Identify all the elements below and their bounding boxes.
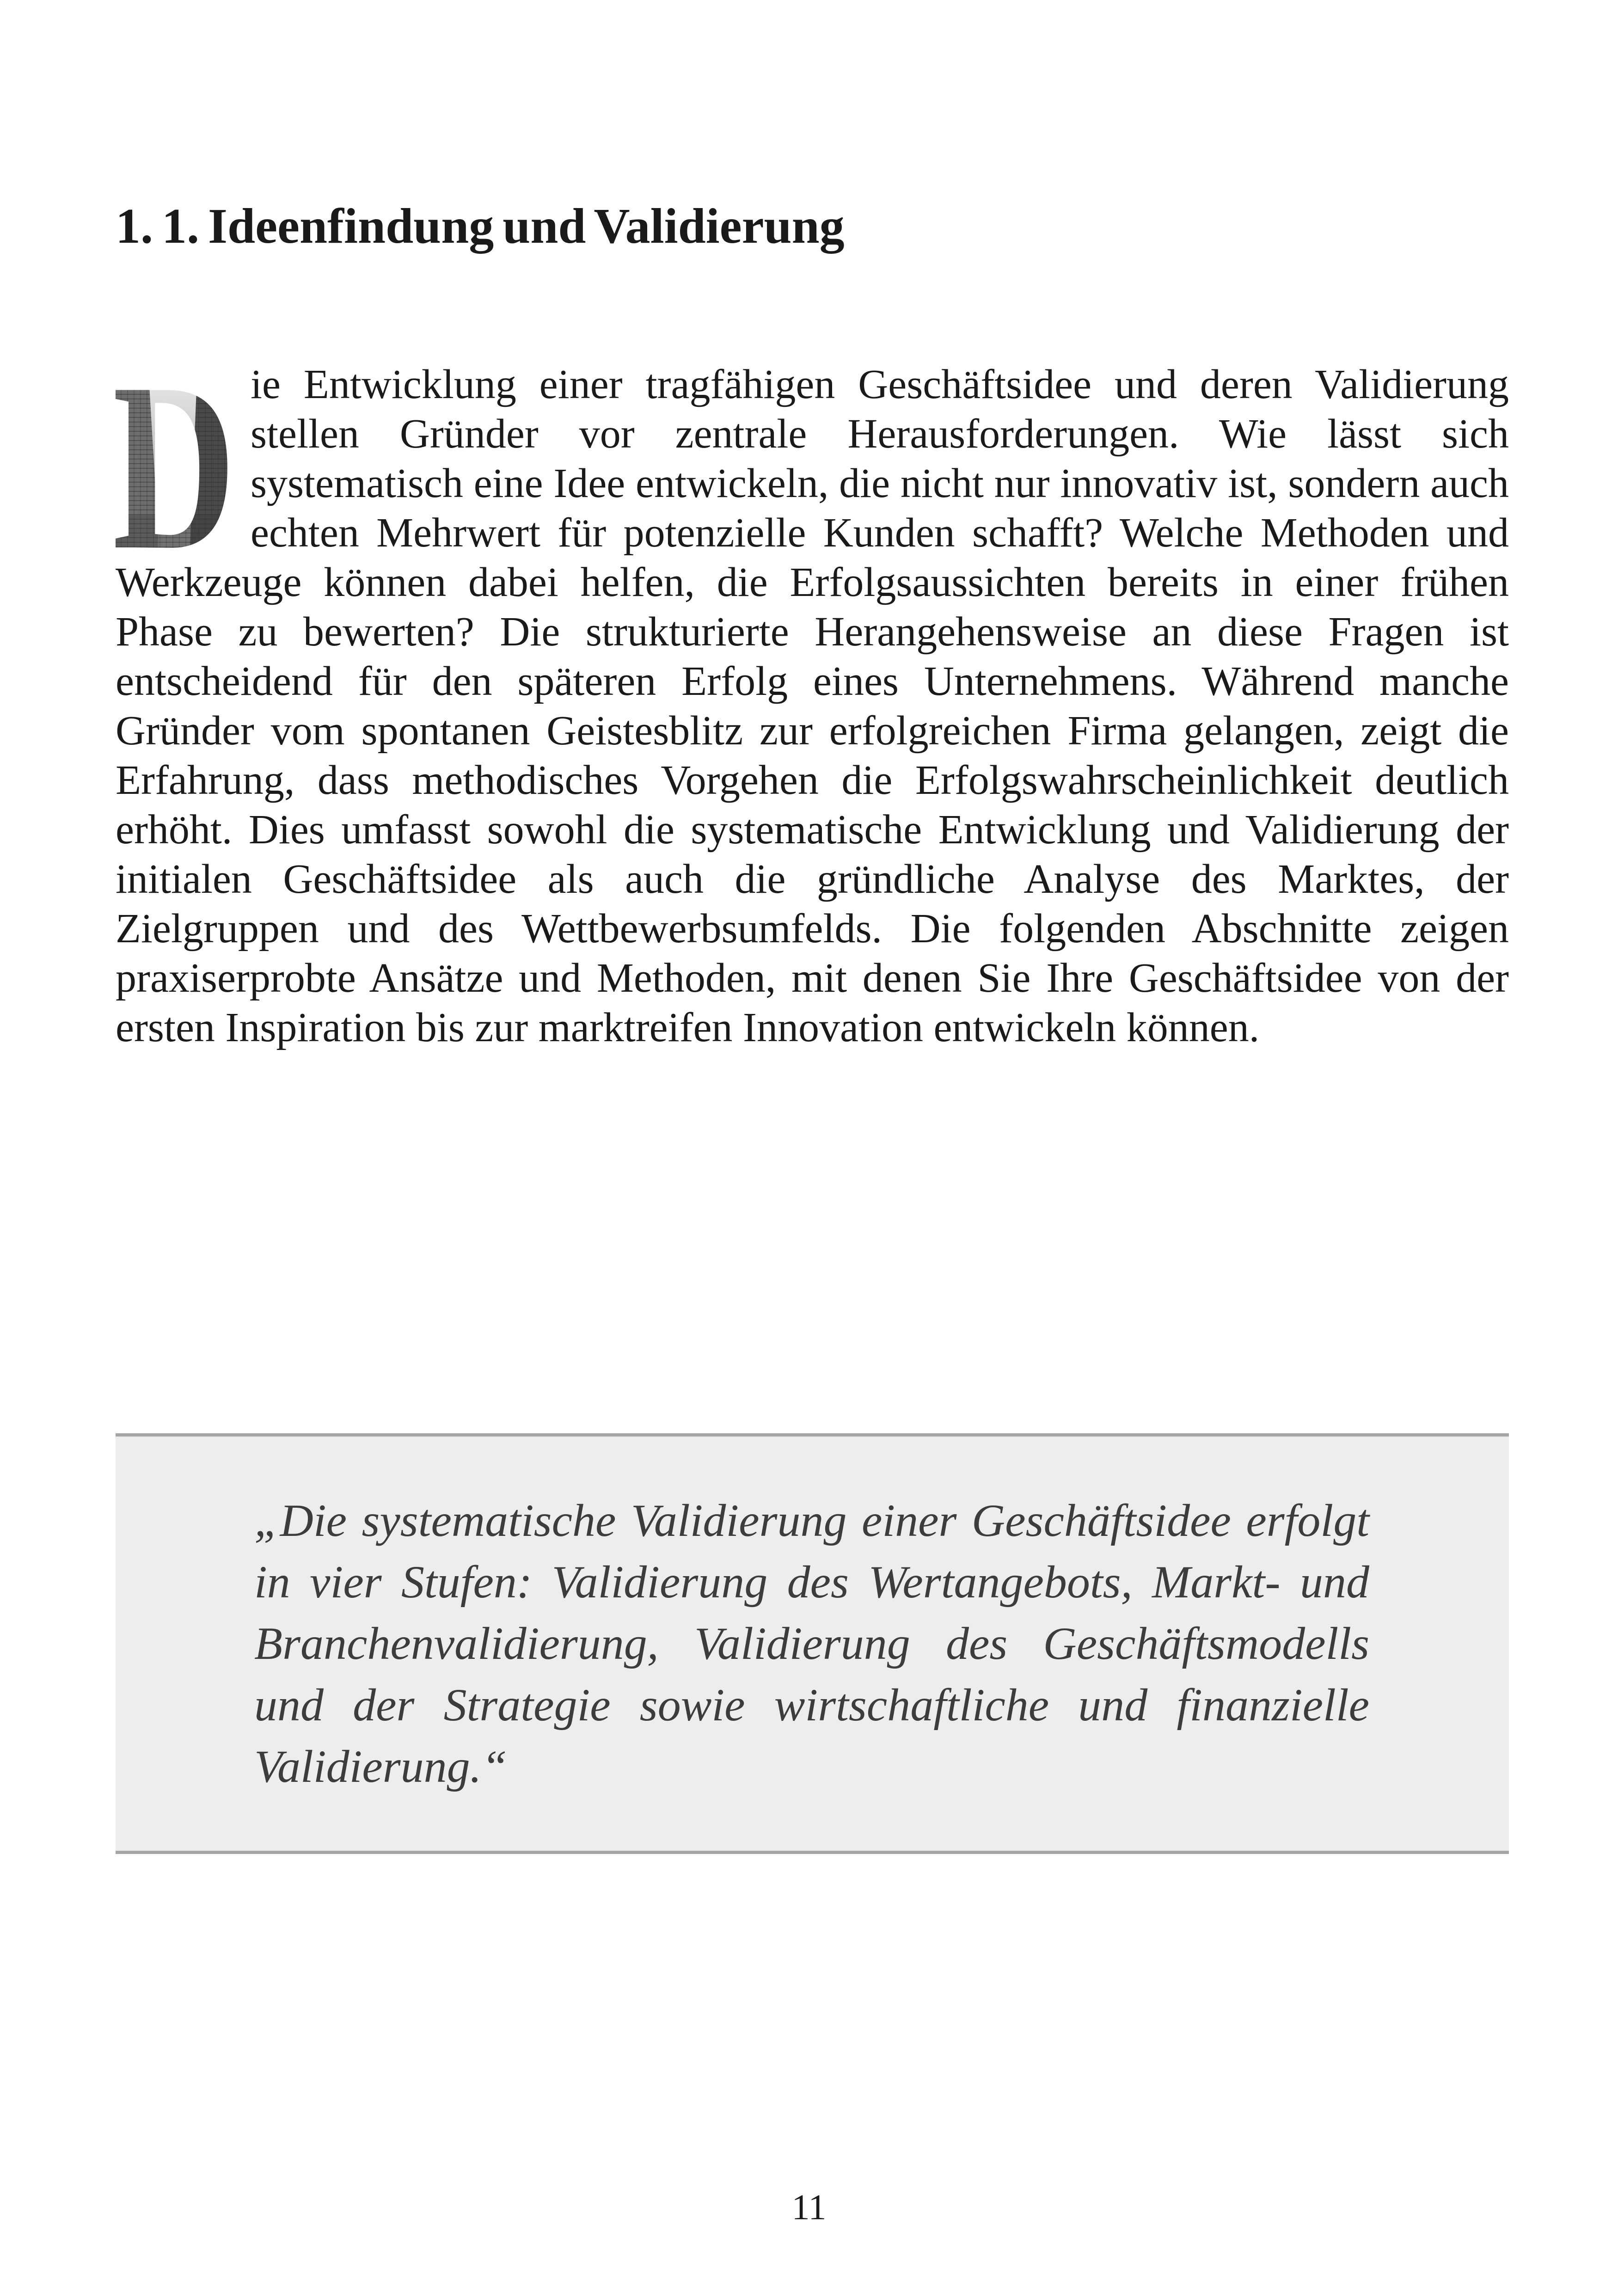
body-text: ie Entwicklung einer tragfähigen Geschäftsidee und deren Validierung stellen Gründer vor zentrale Herausforderungen. Wie lässt sich systematisch eine Idee entwickeln, die nicht nur innovativ ist, sondern auch echten Mehrwert für potenzielle Kunden schafft? Welche Methoden und Werkzeuge können dabei helfen, die Erfolgsaussichten bereits in einer frühen Phase zu bewerten? Die strukturierte Herangehensweise an diese Fragen ist entscheidend für den späteren Erfolg eines Unternehmens. Während manche Gründer vom spontanen Geistesblitz zur erfolgreichen Firma gelangen, zeigt die Erfahrung, dass methodisches Vorgehen die Erfolgswahrscheinlichkeit deutlich erhöht. Dies umfasst sowohl die systematische Entwicklung und Validierung der initialen Geschäftsidee als auch die gründliche Analyse des Marktes, der Zielgruppen und des Wettbewerbsumfelds. Die folgenden Abschnitte zeigen praxiserprobte Ansätze und Methoden, mit denen Sie Ihre Geschäftsidee von der ersten Inspiration bis zur marktreifen Innovation entwickeln können. <box>116 362 1509 1050</box>
quote-box <box>116 1433 1509 1854</box>
section-heading: 1. 1. Ideenfindung und Validierung <box>116 199 845 254</box>
dropcap-letter <box>116 362 235 557</box>
quote-text: „Die systematische Validierung einer Geschäftsidee erfolgt in vier Stufen: Validierung des Wertangebots, Markt- und Branchenvalidierung, Validierung des Geschäftsmodells und der Strategie sowie wirtschaftliche und finanzielle Validierung.“ <box>254 1495 1369 1792</box>
body-paragraph <box>116 360 1509 1052</box>
page-number: 11 <box>791 2187 827 2227</box>
